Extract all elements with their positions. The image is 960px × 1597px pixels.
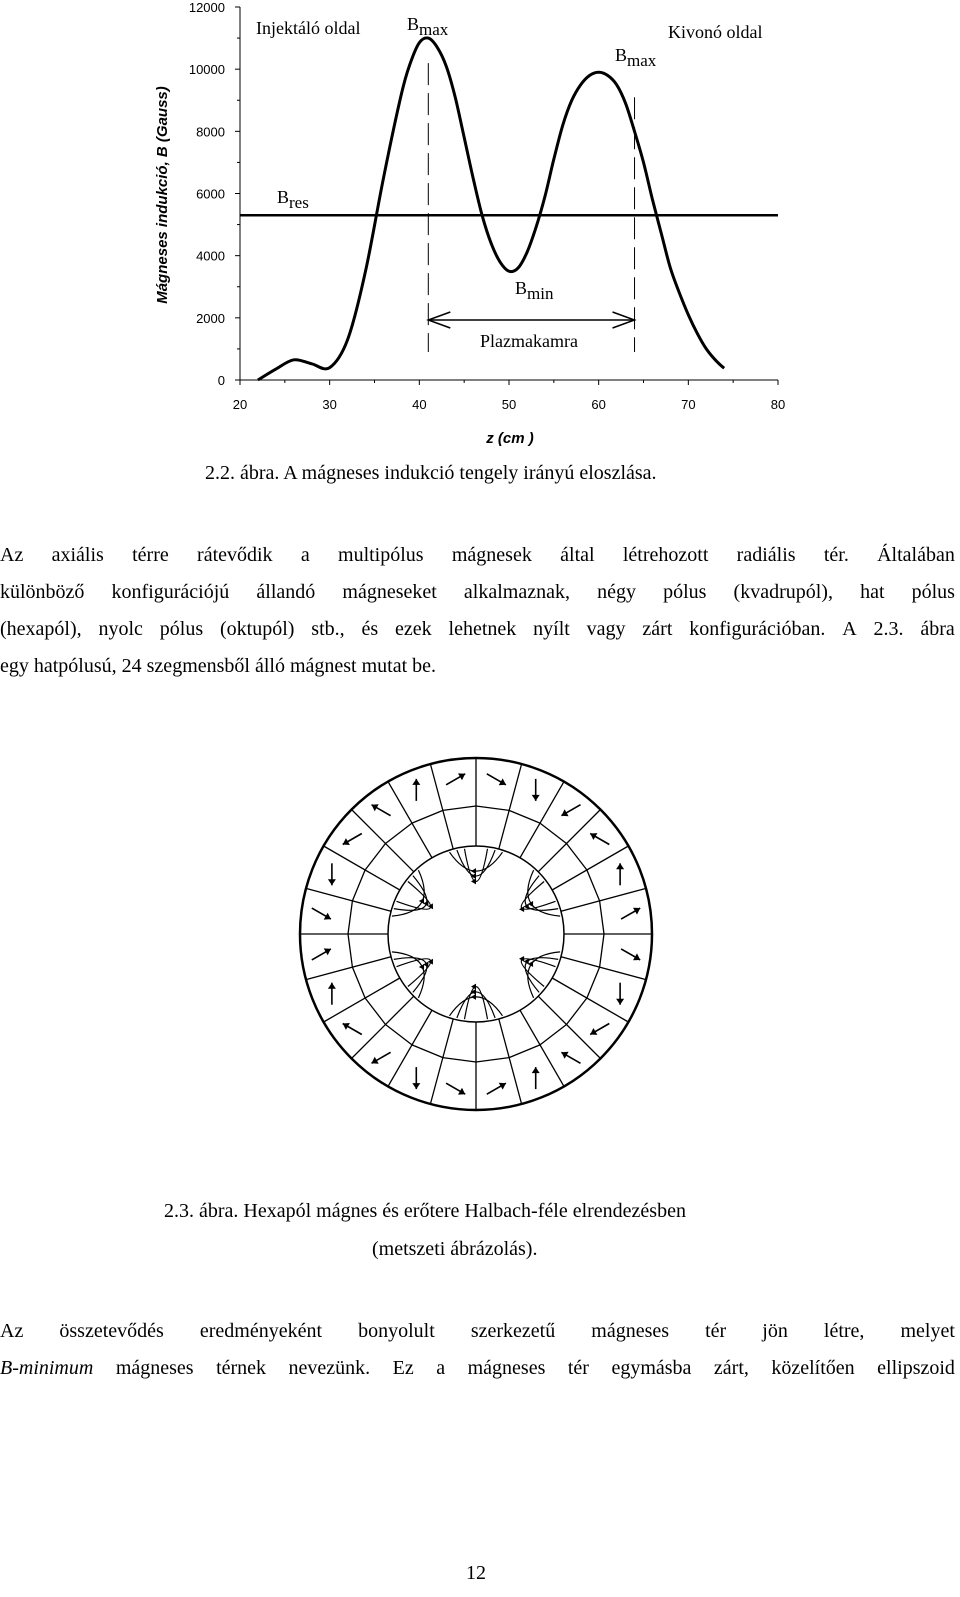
word: nyolc [98, 618, 143, 640]
paragraph-1-line-3 [0, 611, 955, 648]
word: mágneses [467, 1357, 546, 1379]
paragraph-2-line-2 [0, 1350, 955, 1387]
segment-chord [476, 1058, 509, 1062]
x-tick-label: 40 [412, 397, 427, 412]
chart-series [240, 38, 778, 380]
segment-chord [600, 934, 604, 967]
segment-divider [520, 782, 564, 858]
y-tick-label: 0 [217, 373, 225, 388]
word: mágneses [115, 1357, 194, 1379]
segment-chord [365, 998, 385, 1025]
word: Általában [877, 544, 955, 566]
x-tick-label: 50 [501, 397, 517, 412]
word: alkalmaznak, [463, 581, 570, 603]
segment-chord [352, 870, 365, 901]
word: térre [132, 544, 169, 566]
word: összetevődés [59, 1320, 164, 1342]
arrow-head [412, 1083, 420, 1089]
arrow-head [532, 795, 540, 801]
y-tick-label: 12000 [188, 0, 225, 15]
segment-divider [352, 996, 414, 1058]
word: által [560, 544, 595, 566]
word: egymásba [611, 1357, 692, 1379]
figure-2-3-caption-line-1: 2.3. ábra. Hexapól mágnes és erőtere Halbach-féle elrendezésben [164, 1200, 686, 1222]
word: pólus [159, 618, 204, 640]
y-axis-title: Mágneses indukció, B (Gauss) [154, 86, 171, 304]
word: (kvadrupól), [733, 581, 833, 603]
word: bonyolult [358, 1320, 435, 1342]
plasma-chamber-label: Plazmakamra [480, 331, 578, 351]
word: multipólus [338, 544, 424, 566]
word: vagy [586, 618, 626, 640]
word: és [361, 618, 379, 640]
segment-divider [324, 978, 400, 1022]
segment-chord [600, 901, 604, 934]
word: szerkezetű [470, 1320, 556, 1342]
bmax-label-2: Bmax [615, 45, 657, 70]
y-tick-label: 8000 [196, 124, 225, 140]
paragraph-1-line-1 [0, 537, 955, 574]
segment-divider [352, 810, 414, 872]
injector-side-label: Injektáló oldal [256, 18, 361, 38]
segment-chord [509, 810, 540, 823]
x-tick-label: 30 [322, 397, 337, 412]
segment-chord [476, 806, 509, 810]
segment-divider [430, 764, 453, 849]
chart-axes [154, 7, 778, 447]
word: Ez [392, 1357, 414, 1379]
bres-label: Bres [277, 187, 309, 212]
paragraph-1-line-4: egy hatpólusú, 24 szegmensből álló mágnest mutat be. [0, 655, 437, 677]
word: térnek [216, 1357, 267, 1379]
figure-2-2-caption: 2.2. ábra. A mágneses indukció tengely irányú eloszlása. [205, 462, 657, 484]
word: létre, [823, 1320, 865, 1342]
word: rátevődik [197, 544, 273, 566]
paragraph-1 [0, 537, 955, 685]
word: jön [762, 1320, 788, 1342]
x-tick-label: 70 [681, 397, 696, 412]
segment-chord [412, 810, 443, 823]
field-arrow [471, 994, 476, 1000]
word: tér. [823, 544, 849, 566]
word: a [300, 544, 310, 566]
word: tér [567, 1357, 589, 1379]
x-tick-label: 20 [232, 397, 248, 412]
segment-chord [540, 1025, 567, 1045]
word: (hexapól), [0, 618, 82, 640]
paragraph-2-line-1 [0, 1313, 955, 1350]
word: mágnesek [451, 544, 532, 566]
word: mágneses [591, 1320, 670, 1342]
word: zárt, [713, 1357, 749, 1379]
magnet-ring [300, 758, 652, 1110]
segment-chord [567, 844, 587, 871]
word: melyet [900, 1320, 955, 1342]
word: eredményeként [199, 1320, 323, 1342]
segment-divider [538, 810, 600, 872]
segment-chord [443, 1058, 476, 1062]
word: Az [0, 544, 24, 566]
arrow-head [328, 879, 336, 885]
paragraph-1-line-2 [0, 574, 955, 611]
word: stb., [311, 618, 345, 640]
segment-divider [306, 888, 391, 911]
word: Az [0, 1320, 24, 1342]
x-tick-label: 60 [591, 397, 606, 412]
chart-annotations [256, 14, 763, 352]
segment-divider [499, 1019, 522, 1104]
word: tér [705, 1320, 727, 1342]
segment-chord [386, 1025, 413, 1045]
word: zárt [642, 618, 673, 640]
segment-divider [388, 782, 432, 858]
halbach-hexapole-figure [298, 756, 654, 1112]
figure-2-3-caption-line-2: (metszeti ábrázolás). [372, 1238, 538, 1260]
word: 2.3. [873, 618, 904, 640]
y-tick-label: 10000 [188, 62, 225, 78]
b-minimum-term: B-minimum [0, 1357, 94, 1379]
word: hat [860, 581, 885, 603]
word: A [842, 618, 857, 640]
word: ábra [920, 618, 955, 640]
segment-chord [365, 844, 385, 871]
segment-chord [412, 1045, 443, 1058]
y-tick-label: 6000 [196, 186, 225, 202]
segment-chord [348, 901, 352, 934]
word: mágneseket [342, 581, 437, 603]
x-tick-label: 80 [770, 397, 786, 412]
arrow-head [616, 863, 624, 869]
word: konfigurációjú [111, 581, 230, 603]
segment-divider [430, 1019, 453, 1104]
segment-divider [499, 764, 522, 849]
word: pólus [663, 581, 707, 603]
segment-chord [386, 823, 413, 843]
word: ellipszoid [877, 1357, 955, 1379]
word: konfigurációban. [689, 618, 826, 640]
segment-chord [587, 870, 600, 901]
word: nyílt [533, 618, 570, 640]
word: ezek [395, 618, 432, 640]
field-lines [392, 849, 560, 1019]
word: (oktupól) [220, 618, 295, 640]
y-tick-label: 4000 [196, 248, 225, 264]
word: állandó [256, 581, 316, 603]
arrow-head [616, 999, 624, 1005]
segment-chord [352, 967, 365, 998]
segment-divider [324, 846, 400, 890]
segment-chord [443, 806, 476, 810]
segment-divider [388, 1010, 432, 1086]
arrow-head [328, 983, 336, 989]
word: pólus [911, 581, 955, 603]
word: axiális [51, 544, 104, 566]
word: négy [597, 581, 636, 603]
segment-chord [567, 998, 587, 1025]
field-curve [258, 38, 724, 380]
segment-chord [509, 1045, 540, 1058]
segment-divider [306, 957, 391, 980]
word: radiális [736, 544, 796, 566]
word: lehetnek [448, 618, 517, 640]
arrow-head [412, 779, 420, 785]
word: nevezünk. [288, 1357, 371, 1379]
segment-divider [520, 1010, 564, 1086]
segment-divider [538, 996, 600, 1058]
bmin-label: Bmin [515, 278, 554, 303]
segment-chord [587, 967, 600, 998]
y-tick-label: 2000 [196, 310, 225, 326]
segment-chord [540, 823, 567, 843]
paragraph-2 [0, 1313, 955, 1387]
word: különböző [0, 581, 85, 603]
word: közelítően [771, 1357, 855, 1379]
extractor-side-label: Kivonó oldal [668, 22, 763, 42]
segment-chord [348, 934, 352, 967]
word: a [436, 1357, 446, 1379]
field-arrow [471, 868, 476, 874]
arrow-head [532, 1067, 540, 1073]
word: létrehozott [622, 544, 709, 566]
x-axis-title: z (cm ) [486, 430, 534, 447]
page-number: 12 [466, 1562, 486, 1584]
bmax-label-1: Bmax [407, 14, 449, 39]
axial-field-chart [0, 0, 960, 450]
